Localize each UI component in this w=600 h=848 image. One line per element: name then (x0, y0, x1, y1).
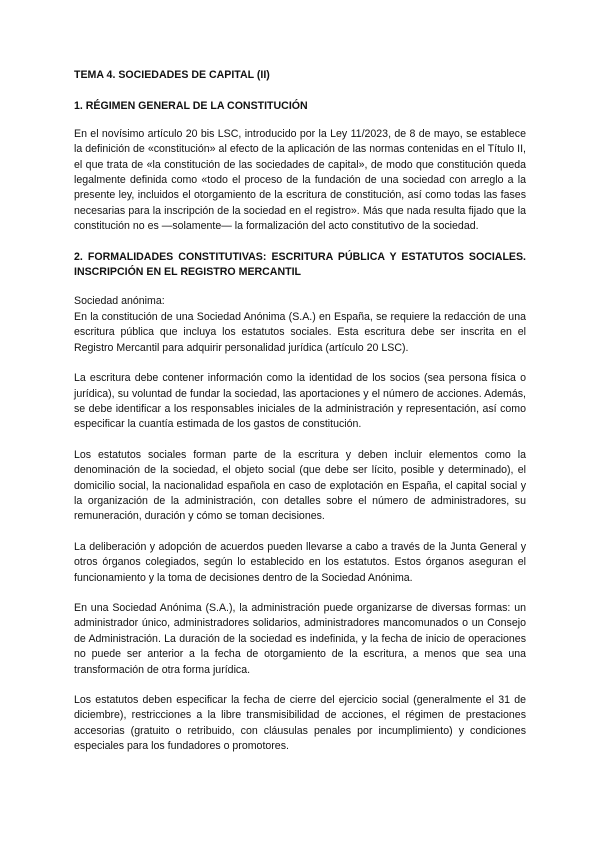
section-1-paragraph: En el novísimo artículo 20 bis LSC, introducido por la Ley 11/2023, de 8 de mayo, se establece la definición de «constitución» al efecto de la aplicación de las normas contenidas en el Título II, el que trata de «la constitución de las sociedades de capital», de modo que constitución queda legalmente definida como «todo el proceso de la fundación de una sociedad con arreglo a la presente ley, incluidos el otorgamiento de la escritura de constitución, así como todas las fases necesarias para la inscripción de la sociedad en el registro». Más que nada resulta fijado que la constitución no es —solamente— la formalización del acto constitutivo de la sociedad. (74, 127, 526, 233)
section-2-paragraph-2: La escritura debe contener información como la identidad de los socios (sea persona física o jurídica), su voluntad de fundar la sociedad, las aportaciones y el número de acciones. Además, se debe identificar a los responsables iniciales de la administración y representación, así como especificar la cuantía estimada de los gastos de constitución. (74, 372, 526, 431)
section-2-heading: 2. FORMALIDADES CONSTITUTIVAS: ESCRITURA PÚBLICA Y ESTATUTOS SOCIALES. INSCRIPCIÓN EN EL REGISTRO MERCANTIL (74, 250, 526, 279)
section-2-paragraph-1: En la constitución de una Sociedad Anónima (S.A.) en España, se requiere la redacción de una escritura pública que incluya los estatutos sociales. Esta escritura debe ser inscrita en el Registro Mercantil para adquirir personalidad jurídica (artículo 20 LSC). (74, 310, 526, 354)
section-1-heading: 1. RÉGIMEN GENERAL DE LA CONSTITUCIÓN (74, 100, 308, 113)
section-2-paragraph-5: En una Sociedad Anónima (S.A.), la administración puede organizarse de diversas formas: un administrador único, administradores solidarios, administradores mancomunados o un Consejo de Administración. La duración de la sociedad es indefinida, y la fecha de inicio de operaciones no puede ser anterior a la fecha de otorgamiento de la escritura, a menos que sea una transformación de otra forma jurídica. (74, 601, 526, 676)
section-2-paragraph-3: Los estatutos sociales forman parte de la escritura y deben incluir elementos como la denominación de la sociedad, el objeto social (que debe ser lícito, posible y determinado), el domicilio social, la nacionalidad española en caso de explotación en España, el capital social y la organización de la administración, con detalles sobre el número de administradores, su remuneración, duración y cómo se toman decisiones. (74, 448, 526, 523)
document-title: TEMA 4. SOCIEDADES DE CAPITAL (II) (74, 69, 270, 81)
section-2-paragraph-4: La deliberación y adopción de acuerdos pueden llevarse a cabo a través de la Junta General y otros órganos colegiados, según lo establecido en los estatutos. Estos órganos aseguran el funcionamiento y la toma de decisiones dentro de la Sociedad Anónima. (74, 540, 526, 584)
section-2-paragraph-6: Los estatutos deben especificar la fecha de cierre del ejercicio social (generalmente el 31 de diciembre), restricciones a la libre transmisibilidad de acciones, el régimen de prestaciones accesorias (gratuito o retribuido, con cláusulas penales por incumplimiento) y condiciones especiales para los fundadores o promotores. (74, 694, 526, 753)
section-2-subtitle: Sociedad anónima: (74, 295, 165, 308)
